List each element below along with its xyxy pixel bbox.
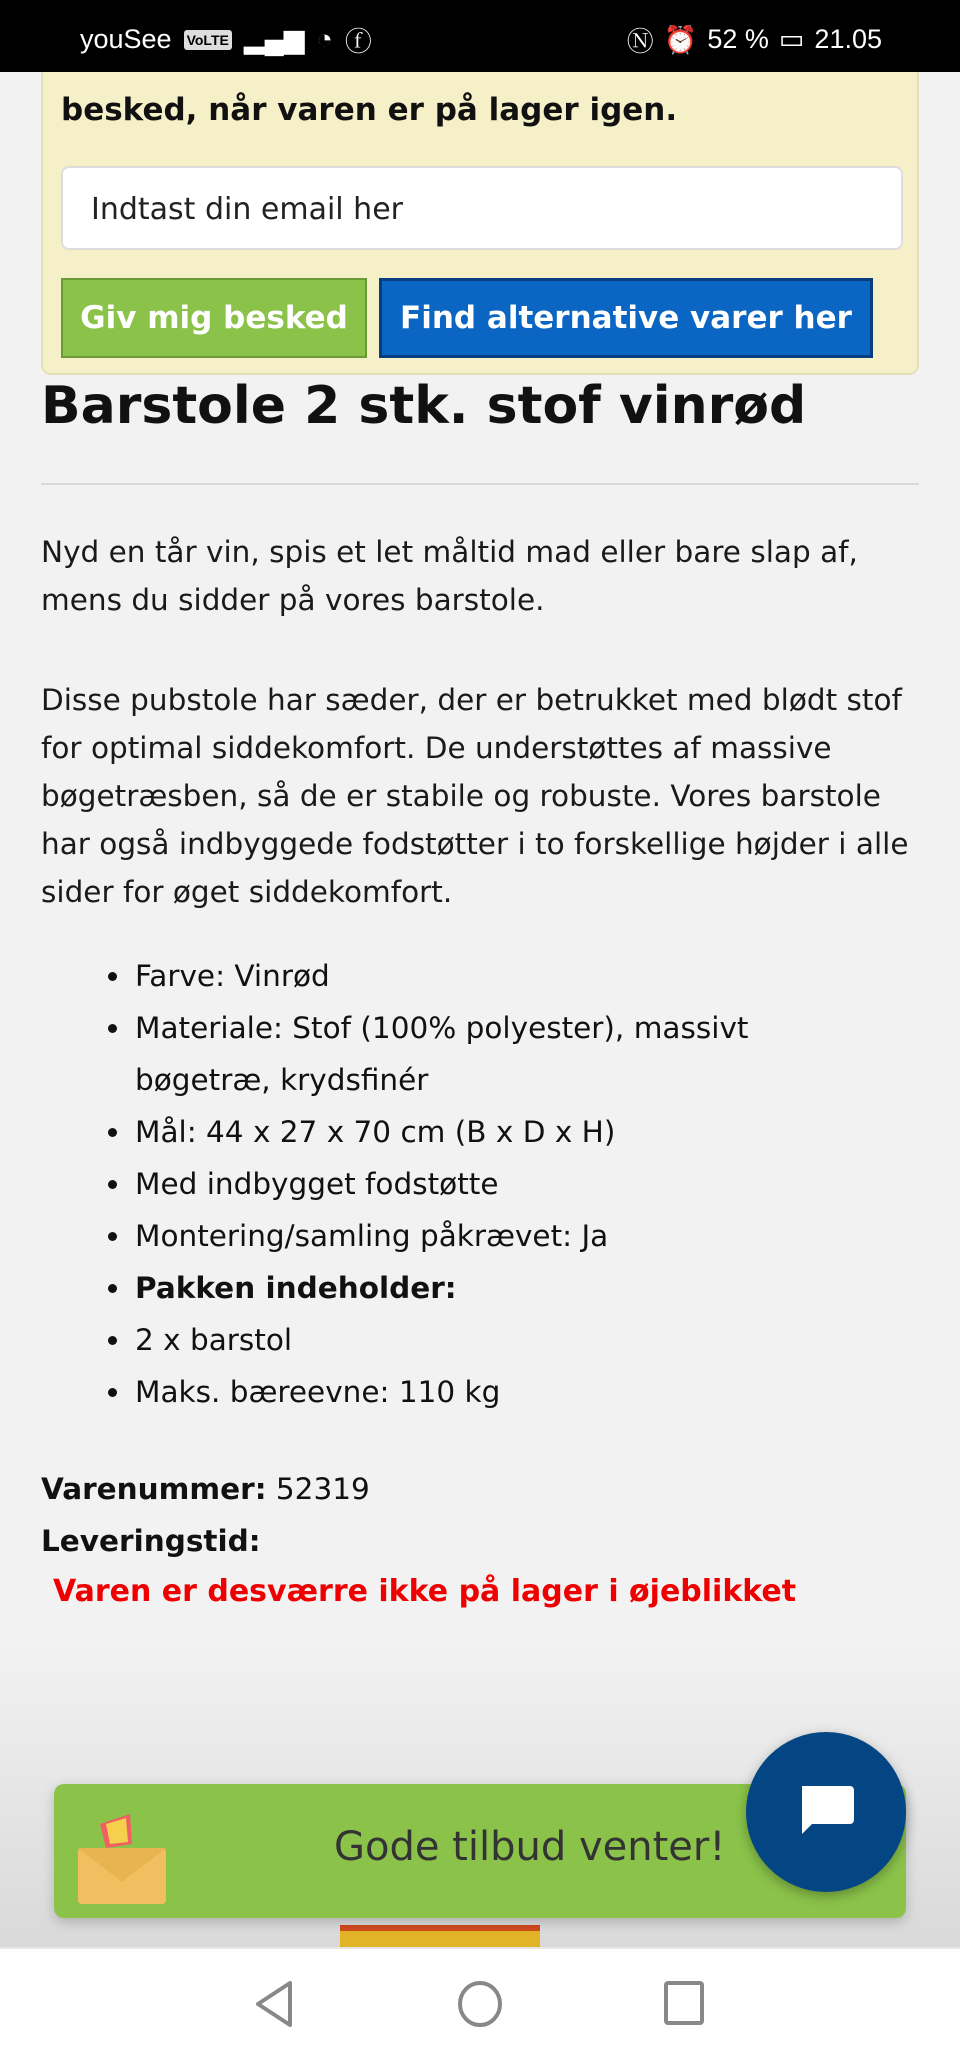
megaphone-envelope-icon (70, 1804, 170, 1904)
sku-label: Varenummer: (41, 1472, 267, 1506)
description-paragraph-1: Nyd en tår vin, spis et let måltid mad eller bare slap af, mens du sidder på vores barstole. (41, 535, 858, 617)
notify-me-button[interactable]: Giv mig besked (61, 278, 367, 358)
carrier: youSee (80, 24, 172, 54)
nfc-icon: Ⓝ (626, 27, 654, 57)
stock-status: Varen er desværre ikke på lager i øjeblikket (53, 1574, 797, 1609)
system-nav-bar (0, 1947, 960, 2055)
volte-badge: VoLTE (184, 30, 232, 50)
description-paragraph-2: Disse pubstole har sæder, der er betrukket med blødt stof for optimal siddekomfort. De understøttes af massive bøgetræsben, så de er stabile og robuste. Vores barstole har også indbyggede fodstøtter i to forskellige højder i alle sider for øget siddekomfort. (41, 683, 909, 909)
list-item: • 2 x barstol (133, 1314, 893, 1366)
list-item: • Montering/samling påkrævet: Ja (133, 1210, 893, 1262)
recents-icon[interactable] (662, 1979, 706, 2029)
alarm-icon: ⏰ (663, 24, 698, 55)
back-icon[interactable] (252, 1979, 296, 2029)
chat-button[interactable] (746, 1732, 906, 1892)
list-item: • Med indbygget fodstøtte (133, 1158, 893, 1210)
list-item: • Mål: 44 x 27 x 70 cm (B x D x H) (133, 1106, 893, 1158)
list-item: • Materiale: Stof (100% polyester), massivt bøgetræ, krydsfinér (133, 1002, 893, 1106)
banner-text: Gode tilbud venter! (334, 1824, 726, 1870)
notify-message: besked, når varen er på lager igen. (61, 92, 678, 128)
feature-list (133, 950, 893, 1418)
battery-level: 52 % (707, 24, 769, 54)
sku-value: 52319 (275, 1472, 370, 1506)
email-input[interactable]: Indtast din email her (61, 166, 903, 250)
facebook-icon: ⓕ (344, 27, 372, 57)
battery-icon: ▭ (778, 24, 805, 54)
offer-badge (340, 1925, 540, 1947)
list-item: • Farve: Vinrød (133, 950, 893, 1002)
list-item: • Maks. bæreevne: 110 kg (133, 1366, 893, 1418)
delivery-label: Leveringstid: (41, 1524, 261, 1558)
home-icon[interactable] (456, 1979, 504, 2029)
clock: 21.05 (814, 24, 882, 54)
sku-row (41, 1472, 370, 1506)
divider (41, 483, 919, 485)
list-item: • Pakken indeholder: (133, 1262, 893, 1314)
find-alternatives-button[interactable]: Find alternative varer her (379, 278, 873, 358)
status-bar (0, 0, 960, 72)
signal-icon: ▂▄▆ (243, 24, 305, 54)
wifi-icon: ◔ (316, 24, 333, 54)
product-title: Barstole 2 stk. stof vinrød (41, 376, 807, 436)
chat-bubble-icon (796, 1782, 856, 1842)
stock-notify-box (41, 40, 919, 375)
